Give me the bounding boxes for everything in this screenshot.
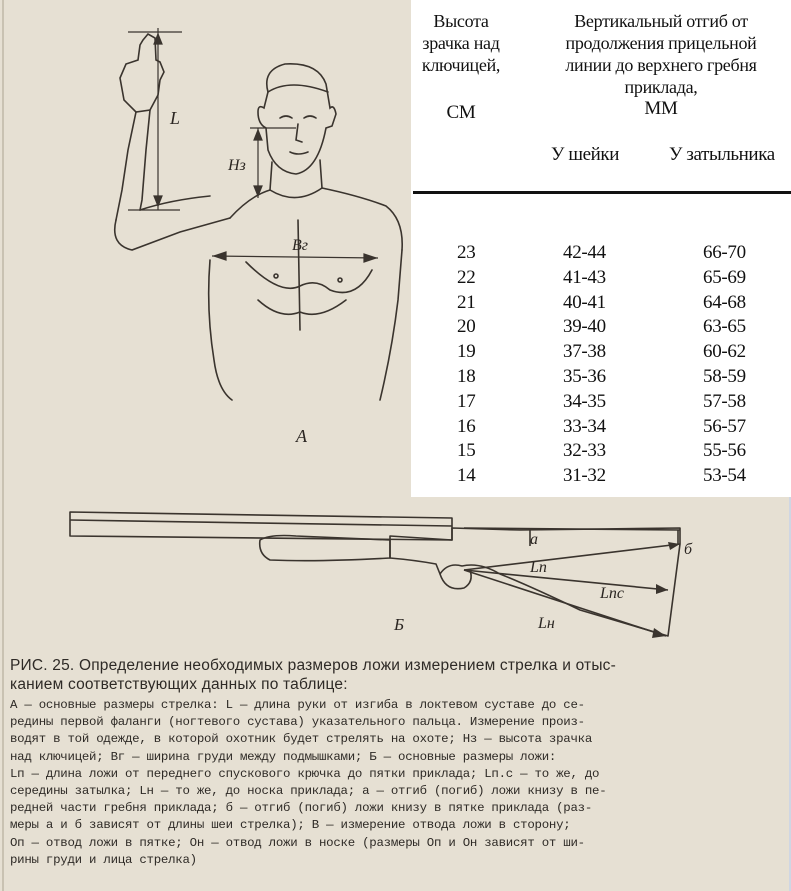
cell-comb-drop: 39-40 (563, 316, 606, 338)
caption-line: редины первой фаланги (ногтевого сустава) указательного пальца. Измерение произ- (10, 715, 585, 730)
table-body (411, 242, 791, 490)
header-rule (413, 191, 791, 194)
cell-height: 14 (457, 465, 476, 487)
table-row (411, 316, 791, 341)
header-vertical-drop (531, 10, 791, 120)
length-to-heel-label: Lп (530, 559, 547, 576)
caption-title-continued: канием соответствующих данных по таблице: (10, 676, 348, 693)
header-drop-line-4: приклада, (624, 77, 698, 97)
figure-b-gun-stock (60, 500, 760, 660)
table-row (411, 366, 791, 391)
cell-height: 19 (457, 341, 476, 363)
caption-title: РИС. 25. Определение необходимых размеров ложи измерением стрелка и отыс- (10, 657, 616, 674)
cell-heel-drop: 66-70 (703, 242, 746, 263)
header-pupil-line-3: ключицей, (421, 55, 501, 75)
cell-comb-drop: 34-35 (563, 390, 606, 412)
cell-heel-drop: 53-54 (703, 465, 746, 487)
caption-line: водят в той одежде, в которой охотник будет стрелять на охоте; Hз — высота зрачка (10, 732, 593, 747)
cell-comb-drop: 35-36 (563, 365, 606, 387)
header-drop-line-3: линии до верхнего гребня (565, 55, 757, 75)
header-pupil-height (411, 10, 511, 124)
cell-height: 20 (457, 316, 476, 338)
cell-comb-drop: 31-32 (563, 465, 606, 487)
caption-line: Oп — отвод ложи в пятке; Oн — отвод ложи в носке (размеры Oп и Oн зависят от ши- (10, 835, 585, 850)
length-to-middle-label: Lпс (600, 585, 624, 602)
cell-comb-drop: 41-43 (563, 266, 606, 288)
caption-line: редней части гребня приклада; б — отгиб (погиб) ложи книзу в пятке приклада (раз- (10, 801, 593, 816)
arm-length-label: L (170, 108, 181, 128)
header-drop-line-1: Вертикальный отгиб от (574, 11, 748, 31)
header-at-heel: У затыльника (669, 144, 775, 165)
table-row (411, 391, 791, 416)
figure-a-label: А (296, 426, 307, 446)
table-row (411, 292, 791, 317)
cell-height: 17 (457, 390, 476, 412)
cell-height: 15 (457, 440, 476, 462)
figure-b-label: Б (394, 615, 405, 634)
table-row (411, 341, 791, 366)
cell-height: 18 (457, 365, 476, 387)
caption-line: рины груди и лица стрелка) (10, 852, 197, 867)
caption-body (10, 697, 770, 869)
table-row (411, 440, 791, 465)
table-row (411, 242, 791, 267)
cell-comb-drop: 42-44 (563, 242, 606, 263)
cell-heel-drop: 55-56 (703, 440, 746, 462)
cell-heel-drop: 64-68 (703, 291, 746, 313)
header-at-comb: У шейки (551, 144, 620, 165)
caption-line: меры а и б зависят от длины шеи стрелка); В — измерение отвода ложи в сторону; (10, 818, 571, 833)
cell-comb-drop: 40-41 (563, 291, 606, 313)
caption-line: Lп — длина ложи от переднего спускового крючка до пятки приклада; Lп.с — то же, до (10, 766, 600, 781)
shooter-illustration (0, 0, 420, 500)
cell-height: 23 (457, 242, 476, 263)
table-row (411, 416, 791, 441)
cell-heel-drop: 58-59 (703, 365, 746, 387)
cell-heel-drop: 56-57 (703, 415, 746, 437)
cell-heel-drop: 63-65 (703, 316, 746, 338)
cell-height: 22 (457, 266, 476, 288)
caption-line: А — основные размеры стрелка: L — длина руки от изгиба в локтевом суставе до се- (10, 698, 585, 712)
header-pupil-unit: СМ (446, 102, 476, 123)
table-row (411, 267, 791, 292)
cell-comb-drop: 32-33 (563, 440, 606, 462)
drop-at-heel-label: б (684, 541, 693, 558)
cell-comb-drop: 33-34 (563, 415, 606, 437)
length-to-toe-label: Lн (538, 615, 555, 632)
table-row (411, 465, 791, 490)
cell-heel-drop: 65-69 (703, 266, 746, 288)
caption-line: над ключицей; Bг — ширина груди между подмышками; Б — основные размеры ложи: (10, 749, 557, 764)
header-drop-line-2: продолжения прицельной (565, 33, 757, 53)
figure-caption (10, 656, 770, 869)
cell-comb-drop: 37-38 (563, 341, 606, 363)
cell-heel-drop: 57-58 (703, 390, 746, 412)
stock-dimensions-table (411, 0, 791, 497)
header-pupil-line-1: Высота (433, 11, 489, 31)
cell-height: 16 (457, 415, 476, 437)
chest-width-label: Bг (292, 237, 309, 254)
cell-height: 21 (457, 291, 476, 313)
header-drop-unit: ММ (644, 98, 678, 119)
header-pupil-line-2: зрачка над (422, 33, 500, 53)
figure-a-shooter (0, 0, 420, 500)
drop-at-comb-label: a (530, 531, 538, 548)
pupil-height-label: Hз (228, 157, 246, 174)
caption-line: середины затылка; Lн — то же, до носка приклада; а — отгиб (погиб) ложи книзу в пе- (10, 784, 607, 799)
gun-stock-illustration (60, 500, 760, 660)
cell-heel-drop: 60-62 (703, 341, 746, 363)
